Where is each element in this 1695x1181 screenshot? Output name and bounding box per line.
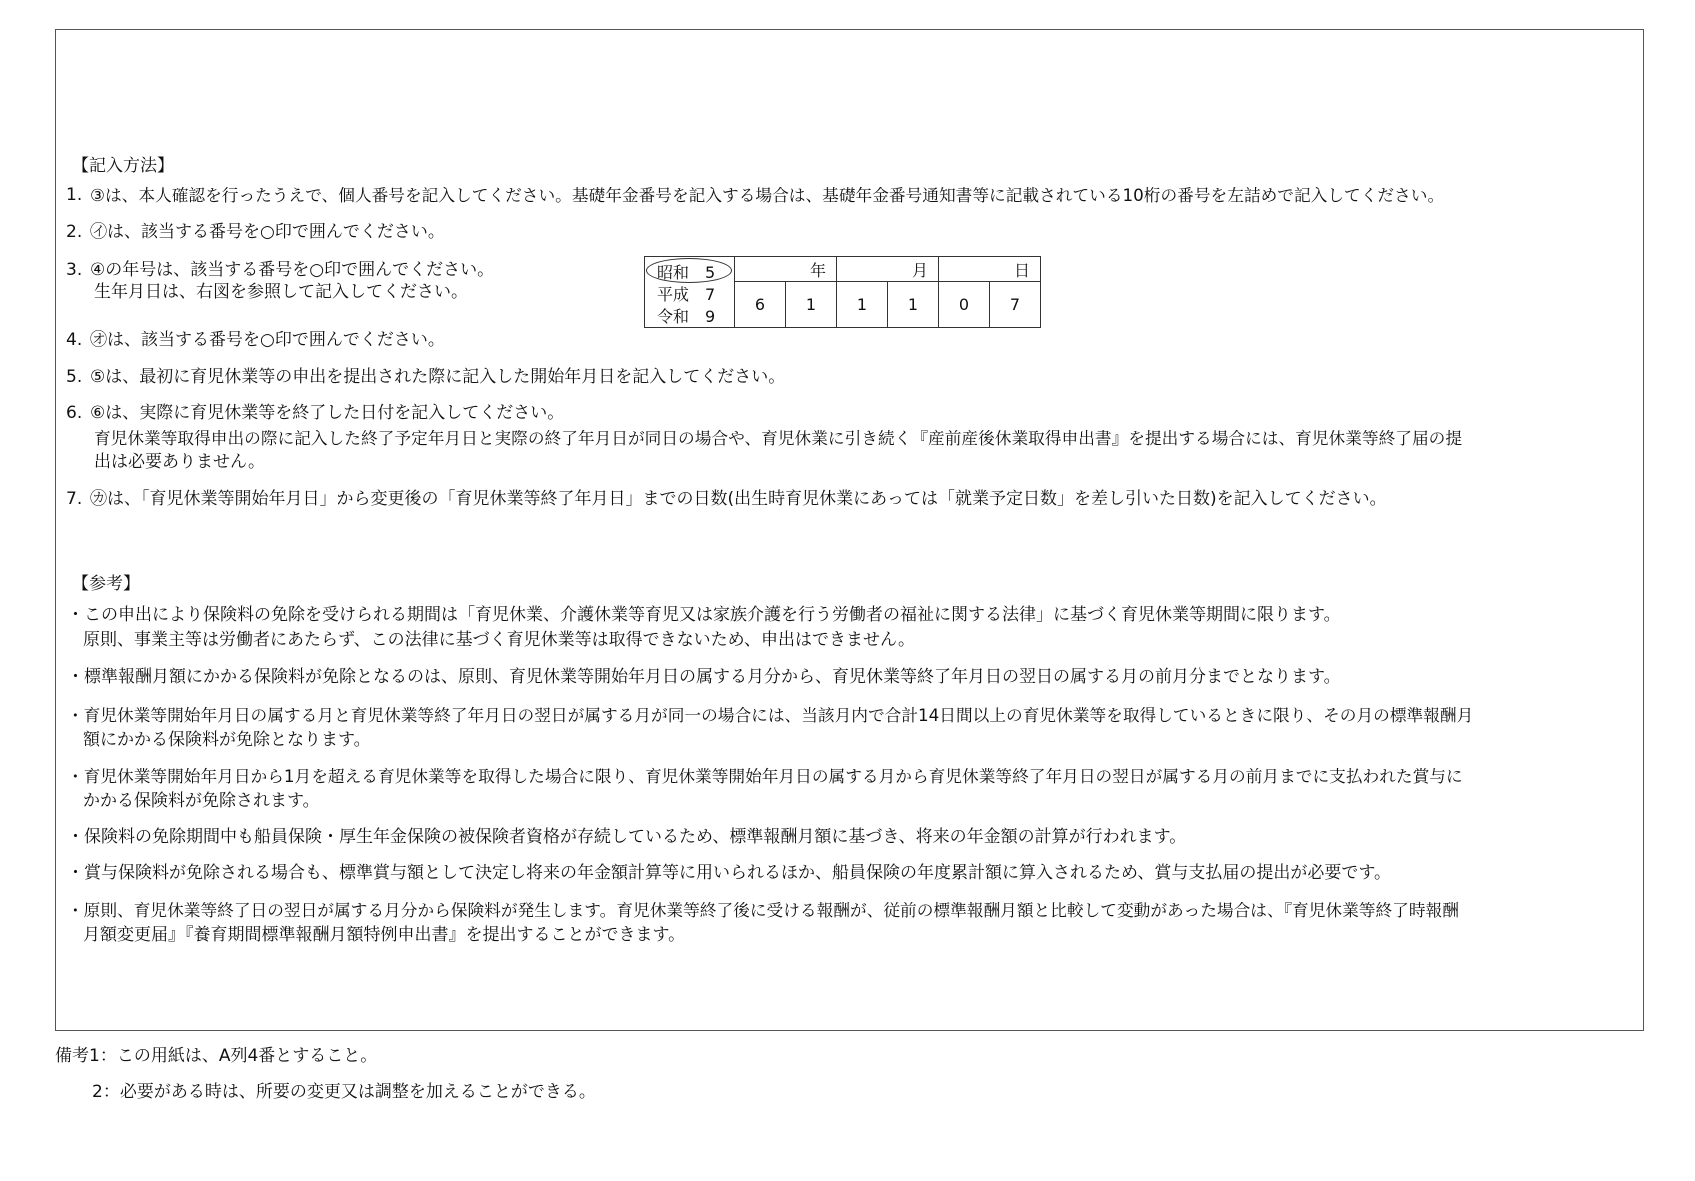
reference-item-5: [67, 826, 1186, 848]
era-options: [645, 257, 735, 328]
era-showa: 昭和 5: [657, 263, 716, 282]
birthdate-example-table: [644, 256, 1041, 328]
item-text: ㋕は、「育児休業等開始年月日」から変更後の「育児休業等終了年月日」までの日数(出生時育児休業にあっては「就業予定日数」を差し引いた日数)を記入してください。: [90, 489, 1387, 509]
item-text: ⑤は、最初に育児休業等の申出を提出された際に記入した開始年月日を記入してください。: [90, 367, 786, 387]
digit-cell: 0: [939, 282, 990, 328]
item-text: ③は、本人確認を行ったうえで、個人番号を記入してください。基礎年金番号を記入する場合は、基礎年金番号通知書等に記載されている10桁の番号を左詰めで記入してください。: [90, 185, 1445, 205]
ref-text-cont: 原則、事業主等は労働者にあたらず、この法律に基づく育児休業等は取得できないため、申出はできません。: [83, 630, 915, 650]
item-number: 4.: [66, 330, 83, 350]
ref-text: ・賞与保険料が免除される場合も、標準賞与額として決定し将来の年金額計算等に用いられるほか、船員保険の年度累計額に算入されるため、賞与支払届の提出が必要です。: [67, 863, 1391, 883]
ref-text-cont: 額にかかる保険料が免除となります。: [83, 730, 371, 750]
item-text-cont: 出は必要ありません。: [94, 452, 266, 472]
reference-item-2: [67, 666, 1341, 688]
item-number: 6.: [66, 403, 83, 423]
method-item-1: [66, 184, 1445, 206]
ref-text: ・育児休業等開始年月日から1月を超える育児休業等を取得した場合に限り、育児休業等開始年月日の属する月から育児休業等終了年月日の翌日が属する月の前月までに支払われた賞与に: [67, 766, 1463, 786]
item-number: 2.: [66, 222, 83, 242]
year-header: 年: [735, 257, 837, 282]
item-text: ⑥は、実際に育児休業等を終了した日付を記入してください。: [90, 403, 565, 423]
item-text: ㋑は、該当する番号を○印で囲んでください。: [90, 222, 445, 242]
digit-cell: 1: [786, 282, 837, 328]
reference-item-6: [67, 862, 1391, 884]
item-number: 1.: [66, 185, 83, 205]
reference-item-7: [67, 899, 1459, 945]
item-text-cont: 生年月日は、右図を参照して記入してください。: [94, 282, 468, 302]
note-2: 2：必要がある時は、所要の変更又は調整を加えることができる。: [92, 1082, 596, 1102]
reference-item-3: [67, 704, 1474, 750]
day-header: 日: [939, 257, 1041, 282]
reference-heading: 【参考】: [72, 574, 140, 594]
method-heading: 【記入方法】: [72, 156, 174, 176]
ref-text-cont: かかる保険料が免除されます。: [83, 791, 320, 811]
digit-cell: 6: [735, 282, 786, 328]
digit-cell: 1: [837, 282, 888, 328]
ref-text: ・育児休業等開始年月日の属する月と育児休業等終了年月日の翌日が属する月が同一の場合には、当該月内で合計14日間以上の育児休業等を取得しているときに限り、その月の標準報酬月: [67, 705, 1474, 725]
method-item-3: [66, 259, 495, 302]
item-number: 7.: [66, 489, 83, 509]
method-item-5: [66, 366, 786, 388]
reference-item-4: [67, 765, 1463, 811]
digit-cell: 1: [888, 282, 939, 328]
item-text: ㋔は、該当する番号を○印で囲んでください。: [90, 330, 445, 350]
method-item-4: [66, 329, 445, 351]
ref-text: ・この申出により保険料の免除を受けられる期間は「育児休業、介護休業等育児又は家族介護を行う労働者の福祉に関する法律」に基づく育児休業等期間に限ります。: [67, 605, 1341, 625]
item-text-cont: 育児休業等取得申出の際に記入した終了予定年月日と実際の終了年月日が同日の場合や、育児休業に引き続く『産前産後休業取得申出書』を提出する場合には、育児休業等終了届の提: [94, 428, 1463, 448]
ref-text: ・標準報酬月額にかかる保険料が免除となるのは、原則、育児休業等開始年月日の属する月分から、育児休業等終了年月日の翌日の属する月の前月分までとなります。: [67, 667, 1341, 687]
ref-text: ・原則、育児休業等終了日の翌日が属する月分から保険料が発生します。育児休業等終了後に受ける報酬が、従前の標準報酬月額と比較して変動があった場合は、『育児休業等終了時報酬: [67, 900, 1459, 920]
ref-text: ・保険料の免除期間中も船員保険・厚生年金保険の被保険者資格が存続しているため、標準報酬月額に基づき、将来の年金額の計算が行われます。: [67, 827, 1187, 847]
item-number: 3.: [66, 260, 83, 280]
method-item-2: [66, 221, 445, 243]
method-item-6: [66, 402, 1463, 472]
method-item-7: [66, 488, 1387, 510]
item-text: ④の年号は、該当する番号を○印で囲んでください。: [90, 260, 495, 280]
ref-text-cont: 月額変更届』『養育期間標準報酬月額特例申出書』を提出することができます。: [83, 925, 686, 945]
era-reiwa: 令和 9: [657, 307, 716, 326]
era-heisei: 平成 7: [657, 285, 716, 304]
digit-cell: 7: [990, 282, 1041, 328]
item-number: 5.: [66, 367, 83, 387]
month-header: 月: [837, 257, 939, 282]
note-1: 備考1：この用紙は、A列4番とすること。: [55, 1046, 378, 1066]
reference-item-1: [67, 604, 1341, 650]
